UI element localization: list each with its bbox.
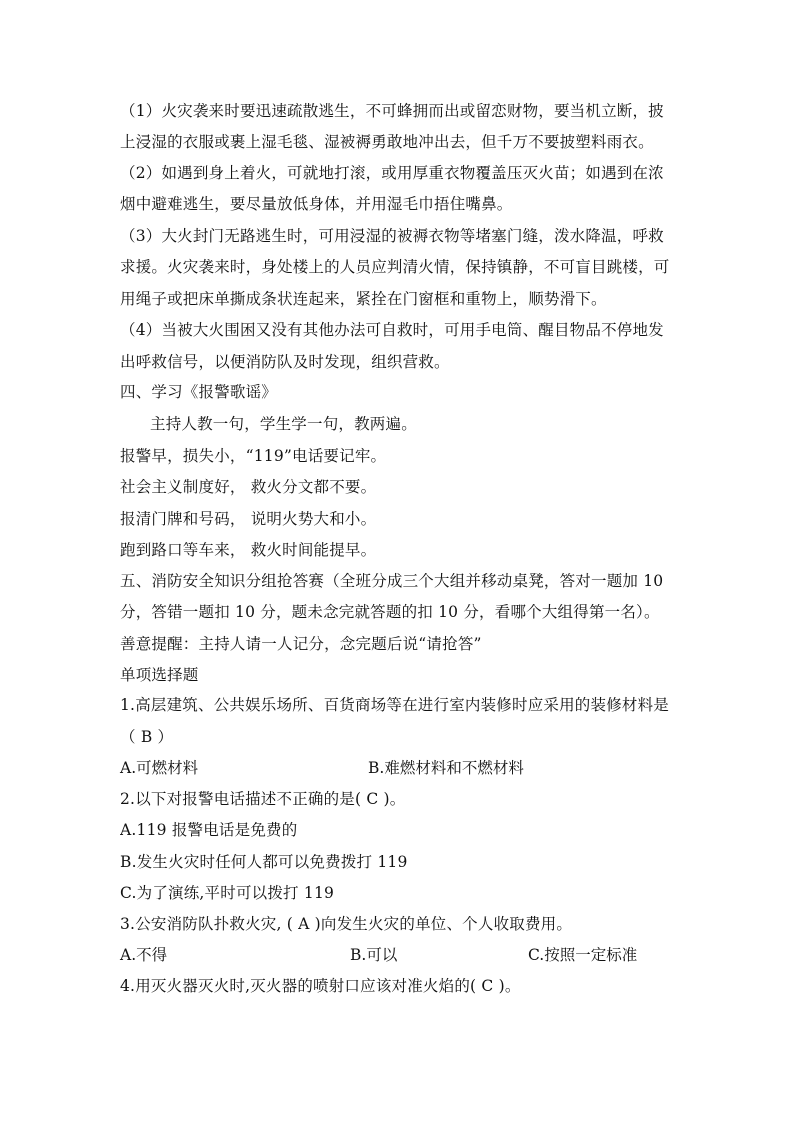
section-5-heading-line-2: 分，答错一题扣 10 分，题未念完就答题的扣 10 分，看哪个大组得第一名）。 [120, 603, 660, 621]
paragraph-2-line-2: 烟中避难逃生，要尽量放低身体，并用湿毛巾捂住嘴鼻。 [120, 195, 513, 213]
section-5-heading-line-1: 五、消防安全知识分组抢答赛（全班分成三个大组并移动桌凳，答对一题加 10 [120, 572, 664, 590]
question-1-line-1: 1.高层建筑、公共娱乐场所、百货商场等在进行室内装修时应采用的装修材料是 [120, 696, 669, 714]
section-4-intro: 主持人教一句，学生学一句，教两遍。 [150, 415, 417, 433]
paragraph-1-line-1: （1）火灾袭来时要迅速疏散逃生，不可蜂拥而出或留恋财物，要当机立断，披 [120, 102, 664, 120]
rhyme-line-4: 跑到路口等车来， 救火时间能提早。 [120, 541, 377, 559]
question-2-option-b: B.发生火灾时任何人都可以免费拨打 119 [120, 853, 408, 871]
paragraph-3-line-3: 用绳子或把床单撕成条状连起来，紧拴在门窗框和重物上，顺势滑下。 [120, 290, 607, 308]
paragraph-1-line-2: 上浸湿的衣服或裹上湿毛毯、湿被褥勇敢地冲出去，但千万不要披塑料雨衣。 [120, 133, 654, 151]
question-3-option-a: A.不得 [120, 946, 168, 964]
rhyme-line-1: 报警早，损失小，“119”电话要记牢。 [120, 447, 387, 465]
question-2-option-a: A.119 报警电话是免费的 [120, 821, 298, 839]
question-4: 4.用灭火器灭火时,灭火器的喷射口应该对准火焰的( C )。 [120, 977, 521, 995]
question-2: 2.以下对报警电话描述不正确的是( C )。 [120, 790, 406, 808]
question-1-option-b: B.难燃材料和不燃材料 [368, 759, 524, 777]
paragraph-4-line-2: 出呼救信号，以便消防队及时发现，组织营救。 [120, 353, 450, 371]
paragraph-4-line-1: （4）当被大火围困又没有其他办法可自救时，可用手电筒、醒目物品不停地发 [120, 321, 664, 339]
paragraph-2-line-1: （2）如遇到身上着火，可就地打滚，或用厚重衣物覆盖压灭火苗；如遇到在浓 [120, 164, 664, 182]
question-3-option-b: B.可以 [350, 946, 398, 964]
paragraph-3-line-2: 求援。火灾袭来时，身处楼上的人员应判清火情，保持镇静，不可盲目跳楼，可 [120, 258, 670, 276]
host-reminder: 善意提醒：主持人请一人记分，念完题后说“请抢答” [120, 635, 482, 653]
question-3-option-c: C.按照一定标准 [528, 946, 638, 964]
rhyme-line-3: 报清门牌和号码， 说明火势大和小。 [120, 510, 377, 528]
question-1-line-2: （ B ） [120, 728, 174, 746]
question-3: 3.公安消防队扑救火灾, ( A )向发生火灾的单位、个人收取费用。 [120, 915, 573, 933]
paragraph-3-line-1: （3）大火封门无路逃生时，可用浸湿的被褥衣物等堵塞门缝，泼水降温，呼救 [120, 227, 664, 245]
question-2-option-c: C.为了演练,平时可以拨打 119 [120, 884, 335, 902]
rhyme-line-2: 社会主义制度好， 救火分文都不要。 [120, 478, 377, 496]
section-4-heading: 四、学习《报警歌谣》 [120, 383, 278, 401]
question-1-option-a: A.可燃材料 [120, 759, 199, 777]
quiz-type-label: 单项选择题 [120, 666, 199, 684]
